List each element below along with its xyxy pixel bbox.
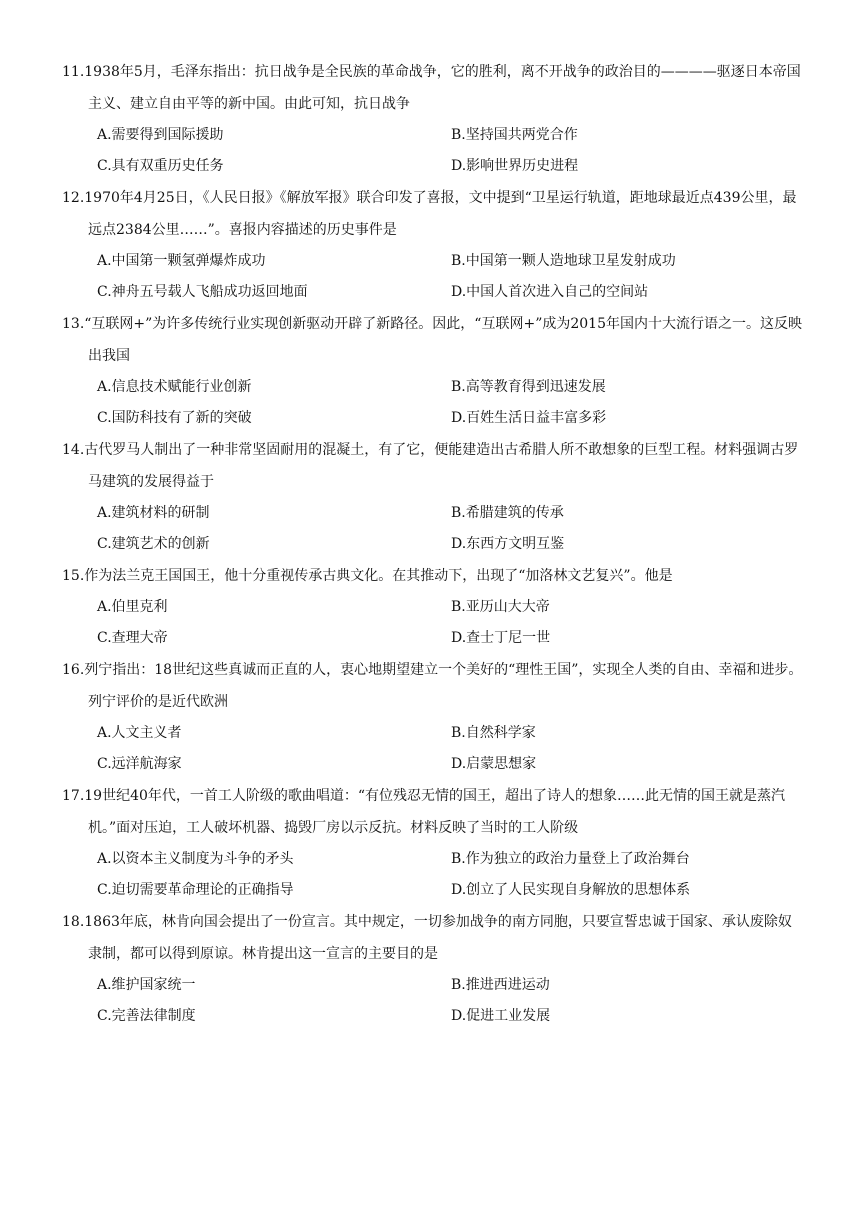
option-c: C.远洋航海家 [97,756,182,772]
question-text: “互联网+”为许多传统行业实现创新驱动开辟了新路径。因此，“互联网+”成为2015年国内十大流行语之一。这反映出我国 [84,316,802,364]
option-d: D.创立了人民实现自身解放的思想体系 [451,882,691,898]
question-number: 16. [62,662,85,678]
option-d: D.百姓生活日益丰富多彩 [451,410,607,426]
option-list [97,718,860,780]
question-14 [0,434,860,560]
option-a: A.人文主义者 [97,725,182,741]
option-c: C.具有双重历史任务 [97,158,224,174]
option-a: A.需要得到国际援助 [97,127,224,143]
option-c: C.查理大帝 [97,630,168,646]
question-stem [62,56,804,120]
option-c: C.完善法律制度 [97,1008,196,1024]
question-stem [62,654,804,718]
question-13 [0,308,860,434]
option-d: D.促进工业发展 [451,1008,551,1024]
option-list [97,498,860,560]
question-12 [0,182,860,308]
question-number: 12. [62,190,85,206]
question-stem [62,906,804,970]
option-b: B.希腊建筑的传承 [451,505,564,521]
question-number: 13. [62,316,85,332]
option-d: D.启蒙思想家 [451,756,537,772]
question-number: 11. [62,64,85,80]
question-number: 15. [62,568,85,584]
option-b: B.作为独立的政治力量登上了政治舞台 [451,851,690,867]
question-text: 1863年底，林肯向国会提出了一份宣言。其中规定，一切参加战争的南方同胞，只要宣誓忠诚于国家、承认废除奴隶制，都可以得到原谅。林肯提出这一宣言的主要目的是 [84,914,792,962]
option-b: B.坚持国共两党合作 [451,127,578,143]
option-d: D.查士丁尼一世 [451,630,551,646]
option-d: D.东西方文明互鉴 [451,536,565,552]
option-a: A.伯里克利 [97,599,168,615]
option-c: C.建筑艺术的创新 [97,536,210,552]
option-a: A.以资本主义制度为斗争的矛头 [97,851,294,867]
option-c: C.国防科技有了新的突破 [97,410,252,426]
question-text: 1938年5月，毛泽东指出：抗日战争是全民族的革命战争，它的胜利，离不开战争的政治目的————驱逐日本帝国主义、建立自由平等的新中国。由此可知，抗日战争 [84,64,801,112]
option-b: B.高等教育得到迅速发展 [451,379,606,395]
question-16 [0,654,860,780]
question-text: 19世纪40年代，一首工人阶级的歌曲唱道：“有位残忍无情的国王，超出了诗人的想象……此无情的国王就是蒸汽机。”面对压迫，工人破坏机器、捣毁厂房以示反抗。材料反映了当时的工人阶级 [84,788,786,836]
question-stem [62,560,804,592]
question-number: 17. [62,788,85,804]
question-text: 古代罗马人制出了一种非常坚固耐用的混凝土，有了它，便能建造出古希腊人所不敢想象的巨型工程。材料强调古罗马建筑的发展得益于 [84,442,799,490]
question-text: 1970年4月25日，《人民日报》《解放军报》联合印发了喜报，文中提到“卫星运行轨道，距地球最近点439公里，最远点2384公里……”。喜报内容描述的历史事件是 [84,190,797,238]
option-a: A.维护国家统一 [97,977,196,993]
question-number: 18. [62,914,85,930]
option-b: B.亚历山大大帝 [451,599,550,615]
question-18 [0,906,860,1032]
option-c: C.迫切需要革命理论的正确指导 [97,882,294,898]
question-stem [62,182,804,246]
option-list [97,844,860,906]
option-list [97,592,860,654]
question-stem [62,780,804,844]
option-b: B.中国第一颗人造地球卫星发射成功 [451,253,676,269]
option-b: B.自然科学家 [451,725,536,741]
question-number: 14. [62,442,85,458]
question-stem [62,434,804,498]
exam-page [0,56,860,1032]
question-stem [62,308,804,372]
option-d: D.中国人首次进入自己的空间站 [451,284,649,300]
question-text: 作为法兰克王国国王，他十分重视传承古典文化。在其推动下，出现了“加洛林文艺复兴”。他是 [84,568,673,584]
option-a: A.信息技术赋能行业创新 [97,379,252,395]
option-c: C.神舟五号载人飞船成功返回地面 [97,284,308,300]
option-list [97,120,860,182]
option-d: D.影响世界历史进程 [451,158,579,174]
question-17 [0,780,860,906]
option-list [97,246,860,308]
option-b: B.推进西进运动 [451,977,550,993]
option-a: A.中国第一颗氢弹爆炸成功 [97,253,266,269]
question-11 [0,56,860,182]
option-list [97,970,860,1032]
option-a: A.建筑材料的研制 [97,505,210,521]
question-text: 列宁指出：18世纪这些真诚而正直的人，衷心地期望建立一个美好的“理性王国”，实现全人类的自由、幸福和进步。列宁评价的是近代欧洲 [84,662,803,710]
option-list [97,372,860,434]
question-15 [0,560,860,654]
